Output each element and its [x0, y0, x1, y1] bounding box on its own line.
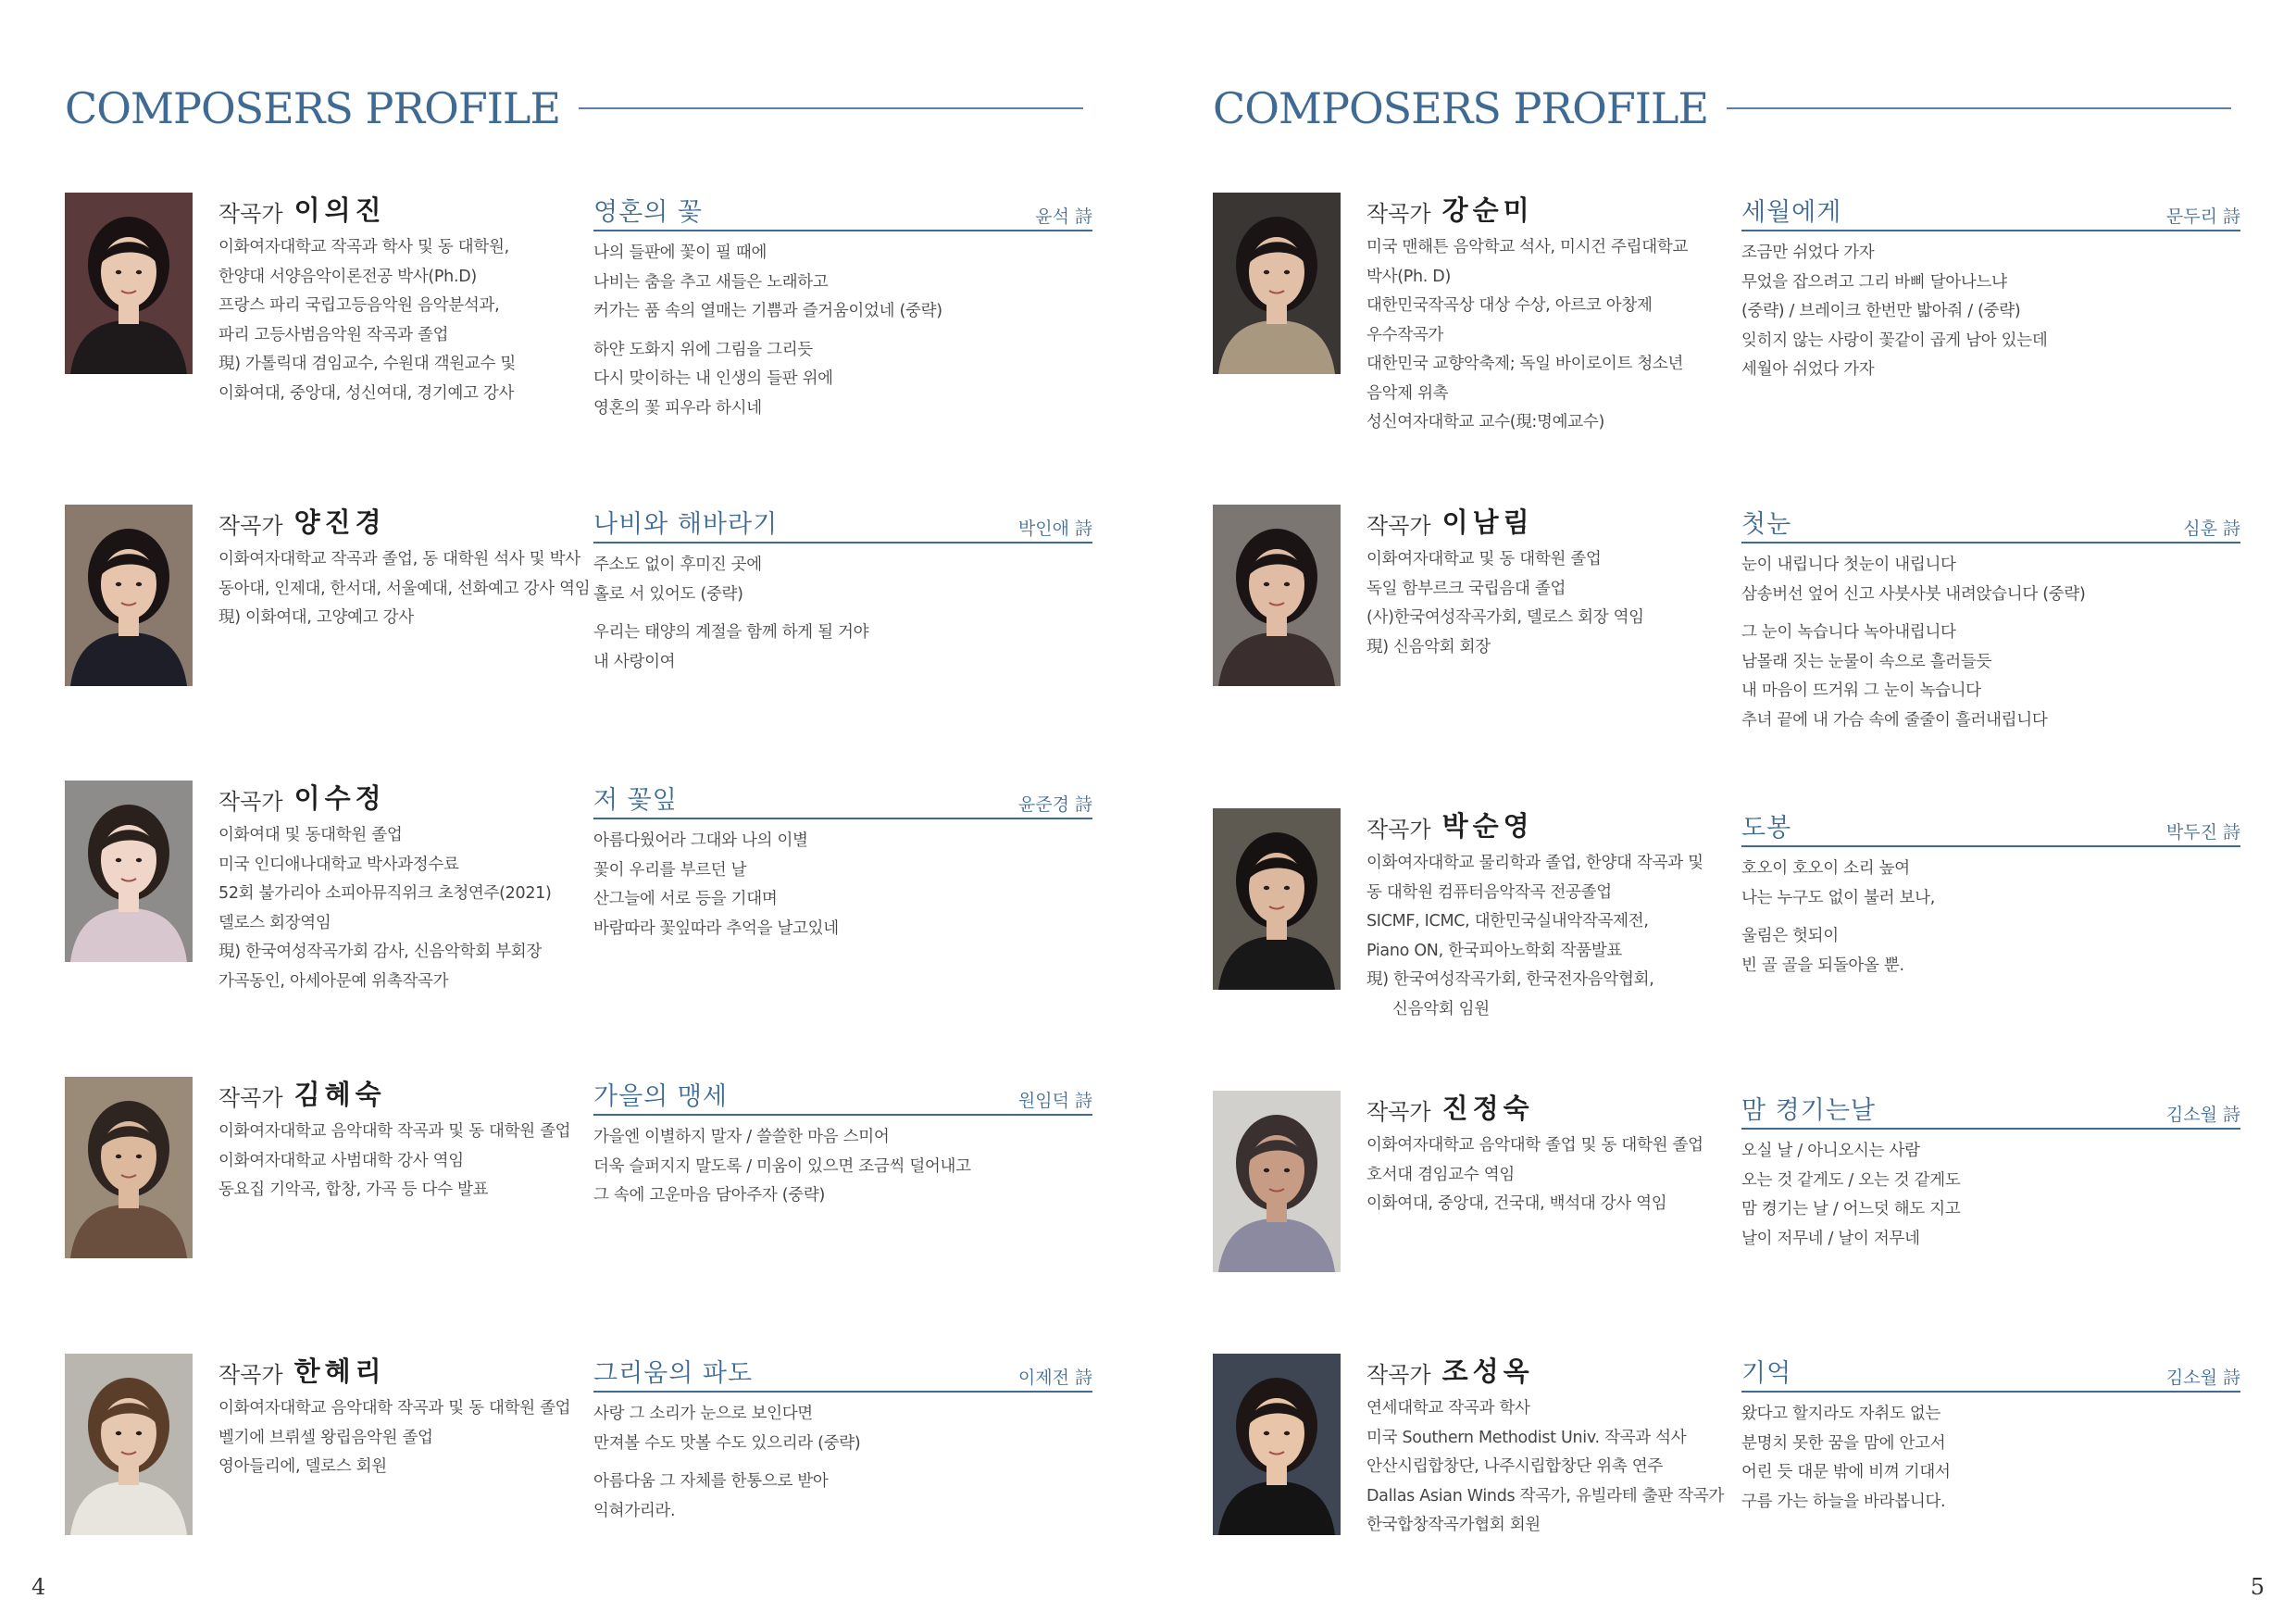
composer-bio: [218, 505, 591, 633]
poem-stanza: [1741, 618, 2240, 735]
bio-lines: [218, 545, 591, 633]
bio-line: 現) 한국여성작곡가회, 한국전자음악협회,: [1366, 970, 1654, 989]
composer-photo-image: [65, 1077, 193, 1258]
poem-line: 왔다고 할지라도 자취도 없는: [1741, 1405, 1941, 1423]
composer-photo: [65, 1077, 193, 1258]
composer-heading: [1366, 193, 1723, 228]
composer-entry: [65, 1077, 1092, 1262]
composer-photo: [1213, 808, 1341, 990]
composer-photo: [65, 505, 193, 686]
poem-block: [1741, 808, 2240, 990]
composer-entry: [1213, 1354, 2240, 1539]
bio-lines: [1366, 849, 1723, 1024]
poem-stanza: [1741, 1400, 2240, 1517]
poem-line: 나는 누구도 없이 불러 보나,: [1741, 888, 1935, 907]
composer-role-label: 작곡가: [1366, 513, 1431, 539]
poem-line: 눈이 내립니다 첫눈이 내립니다: [1741, 556, 1956, 574]
poet-credit: 원임덕 詩: [1017, 1091, 1092, 1111]
poem-stanza: [593, 1400, 1092, 1458]
poem-block: [1741, 1091, 2240, 1263]
composer-name: 이남림: [1441, 506, 1534, 538]
poem-line: 하얀 도화지 위에 그림을 그리듯: [593, 340, 813, 359]
poem-line: 나비는 춤을 추고 새들은 노래하고: [593, 272, 829, 292]
bio-line: 이화여대, 중앙대, 건국대, 백석대 강사 역임: [1366, 1194, 1667, 1213]
bio-line: 이화여대, 중앙대, 성신여대, 경기예고 강사: [218, 383, 515, 403]
poem-title: 나비와 해바라기: [593, 510, 779, 539]
poet-credit: 문두리 詩: [2165, 206, 2240, 227]
poem-header: [1741, 1091, 2240, 1130]
right-header-rule: [1727, 107, 2231, 109]
bio-line: 박사(Ph. D): [1366, 267, 1452, 286]
composer-name: 김혜숙: [293, 1079, 386, 1110]
composer-name: 박순영: [1441, 810, 1534, 842]
poem-line: 내 사랑이여: [593, 652, 676, 671]
poem-line: 꽃이 우리를 부르던 날: [593, 860, 747, 880]
poem-line: 잊히지 않는 사랑이 꽃같이 곱게 남아 있는데: [1741, 331, 2048, 350]
poem-stanza: [1741, 239, 2240, 385]
poem-stanza: [593, 827, 1092, 943]
composer-entry: [65, 781, 1092, 991]
bio-lines: [218, 233, 575, 408]
composer-photo-image: [1213, 1091, 1341, 1272]
poem-line: 오실 날 / 아니오시는 사람: [1741, 1142, 1920, 1160]
poem-stanza: [593, 1468, 1092, 1526]
poem-block: [593, 781, 1092, 953]
bio-lines: [1366, 233, 1723, 438]
composer-heading: [218, 1354, 575, 1389]
left-page-number: 4: [31, 1574, 46, 1600]
poem-line: 영혼의 꽃 피우라 하시네: [593, 398, 762, 418]
bio-lines: [1366, 545, 1723, 662]
composer-name: 이의진: [293, 194, 386, 226]
left-header: [65, 76, 1083, 141]
bio-line: 現) 가톨릭대 겸임교수, 수원대 객원교수 및: [218, 355, 516, 373]
poem-title: 기억: [1741, 1359, 1792, 1388]
bio-line: 영아들리에, 델로스 회원: [218, 1457, 387, 1476]
composer-bio: [1366, 1354, 1723, 1541]
poem-line: 삼송버선 엎어 신고 사붓사붓 내려앉습니다 (중략): [1741, 584, 2086, 604]
poem-block: [1741, 193, 2240, 394]
poem-line: 사랑 그 소리가 눈으로 보인다면: [593, 1405, 813, 1423]
poet-credit: 윤준경 詩: [1017, 794, 1092, 815]
poem-title: 세월에게: [1741, 198, 1842, 227]
poem-stanza: [593, 618, 1092, 677]
composer-photo: [1213, 1354, 1341, 1535]
poem-line: 날이 저무네 / 날이 저무네: [1741, 1229, 1920, 1248]
poem-title: 첫눈: [1741, 510, 1792, 539]
left-header-rule: [579, 107, 1083, 109]
composer-bio: [1366, 193, 1723, 438]
poem-line: 더욱 슬퍼지지 말도록 / 미움이 있으면 조금씩 덜어내고: [593, 1156, 971, 1176]
bio-line: 미국 인디애나대학교 박사과정수료: [218, 855, 459, 874]
poem-line: 분명치 못한 꿈을 맘에 안고서: [1741, 1433, 1946, 1453]
poem-stanza: [593, 551, 1092, 609]
composer-bio: [218, 1354, 575, 1482]
poem-header: [593, 781, 1092, 819]
composer-photo: [1213, 1091, 1341, 1272]
poem-stanza: [593, 336, 1092, 424]
poem-title: 그리움의 파도: [593, 1359, 754, 1388]
bio-lines: [218, 821, 575, 996]
bio-line: 대한민국작곡상 대상 수상, 아르코 아창제: [1366, 296, 1653, 315]
bio-line: 52회 불가리아 소피아뮤직위크 초청연주(2021): [218, 884, 552, 903]
poem-stanza: [1741, 922, 2240, 981]
bio-line: 이화여대 및 동대학원 졸업: [218, 826, 403, 844]
bio-line: 동아대, 인제대, 한서대, 서울예대, 선화예고 강사 역임: [218, 579, 591, 598]
composer-heading: [218, 781, 575, 816]
composer-entry: [65, 193, 1092, 418]
bio-line: 벨기에 브뤼셀 왕립음악원 졸업: [218, 1428, 433, 1447]
bio-line: 現) 한국여성작곡가회 감사, 신음악학회 부회장: [218, 943, 542, 961]
poem-line: 만져볼 수도 맛볼 수도 있으리라 (중략): [593, 1433, 861, 1453]
composer-heading: [218, 1077, 575, 1112]
poem-line: 바람따라 꽃잎따라 추억을 날고있네: [593, 918, 839, 938]
poem-stanza: [1741, 1137, 2240, 1254]
poet-credit: 윤석 詩: [1035, 206, 1092, 227]
bio-lines: [218, 1118, 575, 1206]
bio-lines: [1366, 1394, 1723, 1541]
poem-line: 어린 듯 대문 밖에 비껴 기대서: [1741, 1463, 1951, 1481]
composer-photo-image: [65, 193, 193, 374]
bio-line: SICMF, ICMC, 대한민국실내악작곡제전,: [1366, 912, 1649, 931]
bio-line: 신음악회 임원: [1392, 999, 1490, 1018]
composer-heading: [218, 193, 575, 228]
poem-line: 홀로 서 있어도 (중략): [593, 584, 743, 604]
composer-name: 강순미: [1441, 194, 1534, 226]
composer-entry: [1213, 193, 2240, 431]
poem-line: 빈 골 골을 되돌아올 뿐.: [1741, 956, 1904, 975]
composer-role-label: 작곡가: [218, 513, 283, 539]
bio-line: 연세대학교 작곡과 학사: [1366, 1399, 1530, 1418]
composer-role-label: 작곡가: [218, 1362, 283, 1388]
poet-credit: 심훈 詩: [2183, 518, 2240, 539]
bio-line: 이화여자대학교 음악대학 작곡과 및 동 대학원 졸업: [218, 1122, 571, 1141]
poem-stanza: [593, 239, 1092, 327]
poem-line: 커가는 품 속의 열매는 기쁨과 즐거움이었네 (중략): [593, 302, 942, 320]
composer-heading: [1366, 505, 1723, 540]
bio-line: 가곡동인, 아세아문예 위촉작곡가: [218, 971, 449, 991]
poet-credit: 박인애 詩: [1017, 518, 1092, 539]
bio-line: 성신여자대학교 교수(現:명예교수): [1366, 413, 1604, 431]
bio-line: 음악제 위촉: [1366, 383, 1449, 403]
bio-line: (사)한국여성작곡가회, 델로스 회장 역임: [1366, 608, 1644, 627]
poem-line: 그 눈이 녹습니다 녹아내립니다: [1741, 623, 1956, 642]
composer-bio: [1366, 505, 1723, 662]
poem-block: [593, 505, 1092, 686]
poem-line: 아름다웠어라 그대와 나의 이별: [593, 831, 808, 850]
poem-title: 저 꽃잎: [593, 786, 678, 815]
composer-photo: [65, 1354, 193, 1535]
poem-stanza: [1741, 551, 2240, 609]
poem-line: 호오이 호오이 소리 높여: [1741, 859, 1910, 878]
poem-line: 주소도 없이 후미진 곳에: [593, 556, 762, 574]
composer-bio: [218, 193, 575, 408]
composer-photo: [65, 781, 193, 962]
poem-line: 맘 켱기는 날 / 어느덧 해도 지고: [1741, 1200, 1961, 1218]
bio-line: 이화여자대학교 음악대학 졸업 및 동 대학원 졸업: [1366, 1136, 1703, 1155]
bio-line: 대한민국 교향악축제; 독일 바이로이트 청소년: [1366, 355, 1684, 373]
composer-role-label: 작곡가: [218, 1085, 283, 1111]
poem-line: 조금만 쉬었다 가자: [1741, 244, 1875, 262]
poem-stanza: [593, 1123, 1092, 1211]
composer-heading: [1366, 1091, 1723, 1126]
bio-line: 한국합창작곡가협회 회원: [1366, 1516, 1541, 1534]
poem-block: [1741, 505, 2240, 744]
poem-block: [593, 1077, 1092, 1220]
right-page: [1148, 0, 2296, 1624]
composer-photo-image: [1213, 193, 1341, 374]
composer-role-label: 작곡가: [1366, 817, 1431, 843]
composer-role-label: 작곡가: [1366, 201, 1431, 227]
left-header-title: COMPOSERS PROFILE: [65, 83, 561, 133]
composer-name: 한혜리: [293, 1355, 386, 1387]
composer-heading: [1366, 808, 1723, 843]
poem-header: [1741, 1354, 2240, 1393]
bio-line: Dallas Asian Winds 작곡가, 유빌라테 출판 작곡가: [1366, 1486, 1724, 1505]
composer-entry: [1213, 505, 2240, 730]
poet-credit: 이제전 詩: [1017, 1368, 1092, 1388]
composer-photo: [65, 193, 193, 374]
bio-line: 이화여자대학교 작곡과 졸업, 동 대학원 석사 및 박사: [218, 550, 580, 568]
poem-block: [593, 1354, 1092, 1535]
bio-line: 미국 Southern Methodist Univ. 작곡과 석사: [1366, 1428, 1687, 1447]
composer-name: 이수정: [293, 782, 386, 814]
bio-line: 이화여자대학교 및 동 대학원 졸업: [1366, 550, 1602, 568]
poem-header: [593, 1077, 1092, 1116]
composer-name: 조성옥: [1441, 1355, 1534, 1387]
bio-line: 파리 고등사범음악원 작곡과 졸업: [218, 325, 449, 344]
composer-photo-image: [65, 781, 193, 962]
right-page-number: 5: [2250, 1574, 2265, 1600]
poem-stanza: [1741, 855, 2240, 913]
bio-line: 이화여자대학교 사범대학 강사 역임: [218, 1151, 464, 1170]
poem-line: 산그늘에 서로 등을 기대며: [593, 890, 778, 908]
bio-line: 現) 이화여대, 고양예고 강사: [218, 608, 414, 627]
bio-line: 우수작곡가: [1366, 325, 1444, 344]
poem-block: [593, 193, 1092, 432]
poem-line: 아름다움 그 자체를 한통으로 받아: [593, 1472, 829, 1491]
bio-line: 이화여자대학교 물리학과 졸업, 한양대 작곡과 및: [1366, 854, 1703, 872]
composer-photo-image: [65, 1354, 193, 1535]
poet-credit: 김소월 詩: [2165, 1368, 2240, 1388]
poem-line: 익혀가리라.: [593, 1501, 676, 1520]
poem-line: 구름 가는 하늘을 바라봅니다.: [1741, 1492, 1946, 1511]
poem-line: 그 속에 고운마음 담아주자 (중략): [593, 1186, 825, 1205]
composer-photo-image: [1213, 808, 1341, 990]
bio-line: 이화여자대학교 작곡과 학사 및 동 대학원,: [218, 238, 509, 256]
poem-line: 남몰래 짓는 눈물이 속으로 흘러들듯: [1741, 652, 1992, 671]
poem-line: 추녀 끝에 내 가슴 속에 줄줄이 흘러내립니다: [1741, 710, 2048, 730]
right-header: [1213, 76, 2231, 141]
composer-photo-image: [1213, 1354, 1341, 1535]
poem-header: [1741, 193, 2240, 231]
bio-line: 한양대 서양음악이론전공 박사(Ph.D): [218, 267, 477, 286]
bio-line: 동요집 기악곡, 합창, 가곡 등 다수 발표: [218, 1181, 489, 1199]
poem-line: 무었을 잡으려고 그리 바삐 달아나느냐: [1741, 272, 2007, 292]
bio-line: 델로스 회장역임: [218, 913, 331, 932]
poem-line: 다시 맞이하는 내 인생의 들판 위에: [593, 369, 833, 388]
bio-lines: [1366, 1131, 1723, 1219]
bio-line: 독일 함부르크 국립음대 졸업: [1366, 579, 1566, 598]
poem-block: [1741, 1354, 2240, 1526]
poem-title: 맘 켱기는날: [1741, 1096, 1876, 1125]
bio-line: 現) 신음악회 회장: [1366, 637, 1491, 656]
poem-line: 울림은 헛되이: [1741, 927, 1839, 945]
bio-line: 미국 맨해튼 음악학교 석사, 미시건 주립대학교: [1366, 238, 1689, 256]
bio-line: 호서대 겸임교수 역임: [1366, 1165, 1515, 1184]
poem-line: 내 마음이 뜨거워 그 눈이 녹습니다: [1741, 681, 1981, 700]
bio-lines: [218, 1394, 575, 1482]
poem-line: 가을엔 이별하지 말자 / 쓸쓸한 마음 스미어: [593, 1128, 890, 1146]
bio-line: 동 대학원 컴퓨터음악작곡 전공졸업: [1366, 882, 1612, 902]
poem-line: 오는 것 같게도 / 오는 것 같게도: [1741, 1170, 1961, 1190]
composer-bio: [1366, 808, 1723, 1024]
composer-role-label: 작곡가: [1366, 1099, 1431, 1125]
composer-photo-image: [1213, 505, 1341, 686]
poem-line: 우리는 태양의 계절을 함께 하게 될 거야: [593, 623, 869, 642]
composer-role-label: 작곡가: [1366, 1362, 1431, 1388]
composer-entry: [65, 1354, 1092, 1539]
composer-bio: [1366, 1091, 1723, 1219]
poem-header: [593, 193, 1092, 231]
bio-line: 이화여자대학교 음악대학 작곡과 및 동 대학원 졸업: [218, 1399, 571, 1418]
composer-role-label: 작곡가: [218, 789, 283, 815]
poet-credit: 박두진 詩: [2165, 822, 2240, 843]
poem-header: [593, 505, 1092, 543]
bio-line: 안산시립합창단, 나주시립합창단 위촉 연주: [1366, 1457, 1663, 1476]
poem-line: 세월아 쉬었다 가자: [1741, 360, 1875, 379]
poem-line: (중략) / 브레이크 한번만 밟아줘 / (중략): [1741, 302, 2021, 320]
composer-bio: [218, 1077, 575, 1206]
composer-photo: [1213, 505, 1341, 686]
composer-photo: [1213, 193, 1341, 374]
bio-line: 프랑스 파리 국립고등음악원 음악분석과,: [218, 296, 500, 315]
poem-title: 영혼의 꽃: [593, 198, 703, 227]
composer-entry: [65, 505, 1092, 690]
composer-name: 진정숙: [1441, 1093, 1534, 1124]
composer-name: 양진경: [293, 506, 386, 538]
bio-line: Piano ON, 한국피아노학회 작품발표: [1366, 941, 1623, 960]
poem-title: 가을의 맹세: [593, 1082, 728, 1111]
right-header-title: COMPOSERS PROFILE: [1213, 83, 1709, 133]
composer-entry: [1213, 1091, 2240, 1276]
composer-role-label: 작곡가: [218, 201, 283, 227]
composer-entry: [1213, 808, 2240, 1018]
poem-header: [1741, 505, 2240, 543]
composer-photo-image: [65, 505, 193, 686]
poem-title: 도봉: [1741, 814, 1792, 843]
poem-line: 나의 들판에 꽃이 필 때에: [593, 244, 767, 262]
composer-bio: [218, 781, 575, 996]
poet-credit: 김소월 詩: [2165, 1105, 2240, 1125]
poem-header: [593, 1354, 1092, 1393]
composer-heading: [1366, 1354, 1723, 1389]
poem-header: [1741, 808, 2240, 847]
composer-heading: [218, 505, 575, 540]
